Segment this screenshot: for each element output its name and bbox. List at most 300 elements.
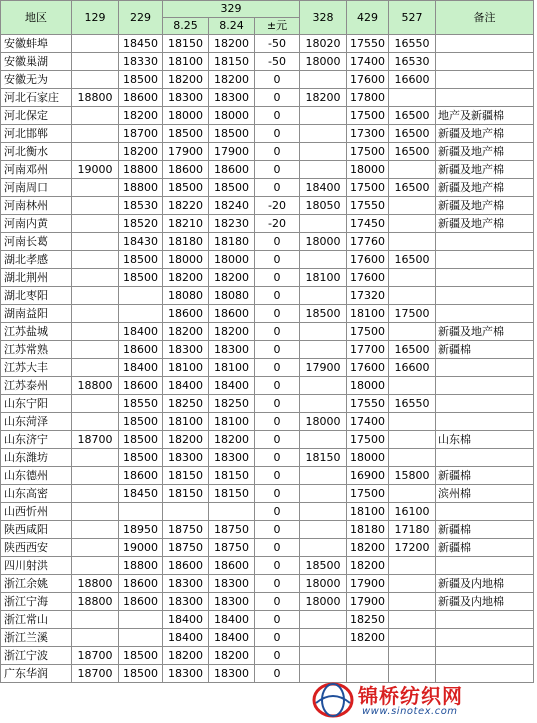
price-cell: -50 <box>255 35 300 53</box>
price-cell: 0 <box>255 413 300 431</box>
region-cell: 湖北孝感 <box>1 251 72 269</box>
price-cell <box>389 197 436 215</box>
price-cell: 18500 <box>209 179 255 197</box>
price-cell <box>389 647 436 665</box>
price-cell: 18600 <box>119 341 163 359</box>
price-cell: 0 <box>255 503 300 521</box>
price-cell: 18300 <box>209 575 255 593</box>
table-row <box>1 233 534 251</box>
price-cell: 17180 <box>389 521 436 539</box>
watermark-url: www.sinotex.com <box>362 706 458 717</box>
price-cell: 18750 <box>209 539 255 557</box>
price-cell: 18400 <box>209 611 255 629</box>
header-date-824: 8.24 <box>209 18 255 35</box>
remark-cell: 新疆及地产棉 <box>436 197 534 215</box>
price-cell: 19000 <box>119 539 163 557</box>
price-cell <box>300 143 347 161</box>
price-cell <box>389 323 436 341</box>
price-cell <box>389 485 436 503</box>
price-cell: 18750 <box>209 521 255 539</box>
header-row-top <box>1 1 534 18</box>
price-cell: 18000 <box>300 53 347 71</box>
price-cell <box>389 287 436 305</box>
remark-cell <box>436 377 534 395</box>
region-cell: 山西忻州 <box>1 503 72 521</box>
price-cell <box>389 161 436 179</box>
price-cell: 0 <box>255 323 300 341</box>
remark-cell <box>436 647 534 665</box>
header-129: 129 <box>72 1 119 35</box>
price-cell: 17400 <box>347 413 389 431</box>
price-cell: 18330 <box>119 53 163 71</box>
price-cell <box>72 125 119 143</box>
price-cell: 0 <box>255 251 300 269</box>
price-cell: 16500 <box>389 125 436 143</box>
price-cell <box>72 287 119 305</box>
price-cell: 18400 <box>119 323 163 341</box>
remark-cell: 新疆棉 <box>436 539 534 557</box>
table-row <box>1 449 534 467</box>
price-cell: 18300 <box>163 665 209 683</box>
price-cell: 18800 <box>119 161 163 179</box>
price-cell: 18200 <box>209 647 255 665</box>
price-cell <box>72 251 119 269</box>
price-cell: 18750 <box>163 521 209 539</box>
price-cell: 18500 <box>119 413 163 431</box>
table-row <box>1 143 534 161</box>
header-change: ±元 <box>255 18 300 35</box>
price-cell <box>72 611 119 629</box>
price-cell: 18300 <box>209 665 255 683</box>
price-cell: 18000 <box>347 161 389 179</box>
remark-cell <box>436 611 534 629</box>
price-cell: 17900 <box>347 593 389 611</box>
price-cell: 16500 <box>389 251 436 269</box>
price-cell <box>119 287 163 305</box>
price-cell <box>300 485 347 503</box>
price-cell <box>389 377 436 395</box>
price-cell: 0 <box>255 395 300 413</box>
table-row <box>1 611 534 629</box>
price-cell: 18400 <box>163 377 209 395</box>
price-cell: 18000 <box>209 107 255 125</box>
price-cell: 16900 <box>347 467 389 485</box>
remark-cell: 新疆及地产棉 <box>436 323 534 341</box>
price-cell: 18950 <box>119 521 163 539</box>
price-cell: 17500 <box>347 107 389 125</box>
table-row <box>1 179 534 197</box>
region-cell: 河南周口 <box>1 179 72 197</box>
region-cell: 安徽蚌埠 <box>1 35 72 53</box>
price-cell: 18100 <box>347 305 389 323</box>
price-cell: 18700 <box>119 125 163 143</box>
price-cell: 18150 <box>300 449 347 467</box>
price-cell: 18100 <box>163 359 209 377</box>
remark-cell <box>436 395 534 413</box>
price-cell <box>72 107 119 125</box>
region-cell: 河北衡水 <box>1 143 72 161</box>
price-cell: 16600 <box>389 71 436 89</box>
price-cell: 18000 <box>300 413 347 431</box>
remark-cell <box>436 629 534 647</box>
price-cell: 18600 <box>209 557 255 575</box>
price-cell: 18600 <box>119 593 163 611</box>
price-cell: 18180 <box>347 521 389 539</box>
remark-cell: 新疆棉 <box>436 467 534 485</box>
price-cell <box>300 503 347 521</box>
price-cell: 16550 <box>389 395 436 413</box>
price-cell: 18200 <box>209 35 255 53</box>
price-cell: 18530 <box>119 197 163 215</box>
price-cell <box>389 431 436 449</box>
price-cell: 0 <box>255 107 300 125</box>
table-row <box>1 341 534 359</box>
price-cell: 18300 <box>209 593 255 611</box>
price-cell <box>72 359 119 377</box>
table-row <box>1 413 534 431</box>
remark-cell: 新疆棉 <box>436 521 534 539</box>
region-cell: 浙江宁波 <box>1 647 72 665</box>
price-cell: 18000 <box>300 233 347 251</box>
remark-cell <box>436 557 534 575</box>
header-region: 地区 <box>1 1 72 35</box>
price-cell: 16550 <box>389 35 436 53</box>
price-cell: 0 <box>255 449 300 467</box>
price-cell <box>300 287 347 305</box>
remark-cell: 滨州棉 <box>436 485 534 503</box>
price-cell: 17500 <box>347 431 389 449</box>
price-cell: 18200 <box>209 71 255 89</box>
header-229: 229 <box>119 1 163 35</box>
table-row <box>1 89 534 107</box>
table-row <box>1 197 534 215</box>
watermark <box>308 678 537 723</box>
price-cell: 17900 <box>300 359 347 377</box>
price-cell <box>72 143 119 161</box>
price-cell <box>389 233 436 251</box>
price-cell: 18800 <box>119 557 163 575</box>
table-row <box>1 431 534 449</box>
price-cell: 18200 <box>347 629 389 647</box>
remark-cell: 地产及新疆棉 <box>436 107 534 125</box>
price-cell: 17900 <box>163 143 209 161</box>
region-cell: 山东菏泽 <box>1 413 72 431</box>
price-cell: 18700 <box>72 665 119 683</box>
table-row <box>1 503 534 521</box>
price-cell: 18000 <box>300 575 347 593</box>
price-cell: 18500 <box>163 179 209 197</box>
price-cell: 18300 <box>163 341 209 359</box>
price-cell: 17550 <box>347 35 389 53</box>
price-cell <box>119 503 163 521</box>
price-cell <box>72 179 119 197</box>
price-cell: 17500 <box>347 143 389 161</box>
price-cell <box>300 107 347 125</box>
price-cell: 18600 <box>163 305 209 323</box>
price-cell: 18100 <box>300 269 347 287</box>
region-cell: 浙江兰溪 <box>1 629 72 647</box>
price-cell: 0 <box>255 485 300 503</box>
price-cell: 18230 <box>209 215 255 233</box>
price-cell <box>72 485 119 503</box>
price-cell: 18300 <box>209 341 255 359</box>
price-cell: 0 <box>255 233 300 251</box>
price-cell: 18600 <box>209 305 255 323</box>
price-cell: 18100 <box>163 413 209 431</box>
price-cell <box>72 341 119 359</box>
remark-cell: 新疆及地产棉 <box>436 179 534 197</box>
price-cell: 18800 <box>72 593 119 611</box>
remark-cell: 新疆棉 <box>436 341 534 359</box>
price-cell <box>300 539 347 557</box>
remark-cell <box>436 503 534 521</box>
price-cell <box>119 305 163 323</box>
table-row <box>1 485 534 503</box>
price-cell: 18400 <box>163 611 209 629</box>
price-cell: 18500 <box>119 449 163 467</box>
price-cell: 0 <box>255 161 300 179</box>
price-cell <box>72 629 119 647</box>
region-cell: 山东高密 <box>1 485 72 503</box>
table-row <box>1 269 534 287</box>
price-cell <box>72 35 119 53</box>
table-row <box>1 215 534 233</box>
price-cell <box>300 161 347 179</box>
price-cell: 0 <box>255 557 300 575</box>
price-cell <box>389 557 436 575</box>
remark-cell: 新疆及地产棉 <box>436 161 534 179</box>
price-cell: 0 <box>255 269 300 287</box>
price-cell: 17500 <box>347 323 389 341</box>
price-cell: 0 <box>255 647 300 665</box>
price-cell <box>72 305 119 323</box>
price-cell: 17450 <box>347 215 389 233</box>
price-cell <box>72 449 119 467</box>
region-cell: 浙江常山 <box>1 611 72 629</box>
price-cell: 17300 <box>347 125 389 143</box>
table-row <box>1 521 534 539</box>
price-cell: 18400 <box>209 629 255 647</box>
price-cell: 18700 <box>72 647 119 665</box>
price-cell <box>389 269 436 287</box>
table-row <box>1 593 534 611</box>
remark-cell <box>436 449 534 467</box>
price-cell: 17200 <box>389 539 436 557</box>
price-cell: 17500 <box>389 305 436 323</box>
price-cell <box>389 89 436 107</box>
price-cell: 17600 <box>347 251 389 269</box>
header-527: 527 <box>389 1 436 35</box>
price-cell: 18800 <box>72 89 119 107</box>
price-cell: 17600 <box>347 359 389 377</box>
price-cell: 18000 <box>163 107 209 125</box>
region-cell: 山东济宁 <box>1 431 72 449</box>
price-cell: 18000 <box>347 449 389 467</box>
price-cell: 18200 <box>163 71 209 89</box>
price-cell: 18600 <box>163 557 209 575</box>
price-cell: 18600 <box>163 161 209 179</box>
table-row <box>1 557 534 575</box>
price-cell: 0 <box>255 611 300 629</box>
price-cell <box>72 503 119 521</box>
remark-cell: 新疆及地产棉 <box>436 125 534 143</box>
price-cell: 18520 <box>119 215 163 233</box>
region-cell: 浙江宁海 <box>1 593 72 611</box>
price-cell <box>300 611 347 629</box>
price-cell: 17760 <box>347 233 389 251</box>
price-cell: 18080 <box>209 287 255 305</box>
remark-cell <box>436 359 534 377</box>
price-cell: 18800 <box>72 377 119 395</box>
price-cell <box>72 215 119 233</box>
price-cell <box>72 53 119 71</box>
price-cell: 18600 <box>209 161 255 179</box>
price-cell <box>72 539 119 557</box>
price-cell <box>300 467 347 485</box>
region-cell: 江苏大丰 <box>1 359 72 377</box>
price-cell: 17900 <box>347 575 389 593</box>
price-cell: 18200 <box>209 269 255 287</box>
price-cell: 18200 <box>163 431 209 449</box>
price-cell: 18200 <box>163 323 209 341</box>
region-cell: 河北保定 <box>1 107 72 125</box>
table-row <box>1 161 534 179</box>
price-cell <box>300 323 347 341</box>
price-cell: -20 <box>255 197 300 215</box>
price-cell: 16500 <box>389 143 436 161</box>
remark-cell <box>436 269 534 287</box>
price-cell: 16500 <box>389 179 436 197</box>
remark-cell <box>436 305 534 323</box>
price-cell: 18200 <box>347 539 389 557</box>
price-cell: 18500 <box>300 557 347 575</box>
header-remark: 备注 <box>436 1 534 35</box>
price-cell: 0 <box>255 575 300 593</box>
price-cell: 0 <box>255 467 300 485</box>
price-cell <box>300 377 347 395</box>
price-cell: 18550 <box>119 395 163 413</box>
remark-cell <box>436 89 534 107</box>
price-cell <box>72 521 119 539</box>
price-cell: 0 <box>255 89 300 107</box>
price-cell: 18300 <box>163 575 209 593</box>
price-cell: 17600 <box>347 269 389 287</box>
price-cell: 18430 <box>119 233 163 251</box>
price-cell <box>300 251 347 269</box>
remark-cell <box>436 53 534 71</box>
table-row <box>1 395 534 413</box>
table-row <box>1 125 534 143</box>
price-cell: 0 <box>255 179 300 197</box>
price-cell: 18750 <box>163 539 209 557</box>
price-cell: 18700 <box>72 431 119 449</box>
region-cell: 河南林州 <box>1 197 72 215</box>
price-cell: 18180 <box>209 233 255 251</box>
header-328: 328 <box>300 1 347 35</box>
region-cell: 江苏泰州 <box>1 377 72 395</box>
price-cell: 0 <box>255 71 300 89</box>
price-cell: 16600 <box>389 359 436 377</box>
price-cell <box>300 431 347 449</box>
remark-cell: 新疆及地产棉 <box>436 215 534 233</box>
price-cell <box>72 467 119 485</box>
region-cell: 浙江余姚 <box>1 575 72 593</box>
price-cell: 16100 <box>389 503 436 521</box>
table-row <box>1 377 534 395</box>
price-cell: 16500 <box>389 341 436 359</box>
price-cell <box>72 233 119 251</box>
price-cell: 18000 <box>300 593 347 611</box>
price-cell <box>72 197 119 215</box>
price-cell <box>300 125 347 143</box>
table-row <box>1 71 534 89</box>
price-cell: 0 <box>255 521 300 539</box>
price-cell: 18250 <box>163 395 209 413</box>
price-cell: 0 <box>255 665 300 683</box>
price-cell <box>347 665 389 683</box>
price-cell: 0 <box>255 629 300 647</box>
table-row <box>1 629 534 647</box>
price-cell <box>300 215 347 233</box>
table-row <box>1 251 534 269</box>
price-cell: 18050 <box>300 197 347 215</box>
price-cell: 0 <box>255 431 300 449</box>
price-cell: 18600 <box>119 467 163 485</box>
price-cell: 17800 <box>347 89 389 107</box>
price-cell: 16530 <box>389 53 436 71</box>
price-cell: 17500 <box>347 485 389 503</box>
remark-cell: 新疆及地产棉 <box>436 143 534 161</box>
remark-cell: 新疆及内地棉 <box>436 593 534 611</box>
region-cell: 山东德州 <box>1 467 72 485</box>
price-cell <box>389 449 436 467</box>
price-cell <box>72 395 119 413</box>
price-cell <box>72 269 119 287</box>
price-cell <box>72 413 119 431</box>
price-cell: 18220 <box>163 197 209 215</box>
table-row <box>1 575 534 593</box>
price-cell: 18150 <box>163 35 209 53</box>
price-cell: 18600 <box>119 377 163 395</box>
price-cell: 18080 <box>163 287 209 305</box>
price-cell <box>389 215 436 233</box>
table-row <box>1 287 534 305</box>
price-cell: 18200 <box>119 107 163 125</box>
table-body <box>1 35 534 683</box>
remark-cell <box>436 413 534 431</box>
price-cell: 18000 <box>163 251 209 269</box>
price-cell <box>119 611 163 629</box>
price-cell: 0 <box>255 341 300 359</box>
region-cell: 陕西咸阳 <box>1 521 72 539</box>
table-row <box>1 467 534 485</box>
table-row <box>1 647 534 665</box>
table-row <box>1 305 534 323</box>
remark-cell: 山东棉 <box>436 431 534 449</box>
price-cell: 18500 <box>300 305 347 323</box>
region-cell: 安徽巢湖 <box>1 53 72 71</box>
price-cell: 18250 <box>209 395 255 413</box>
price-cell: 18100 <box>163 53 209 71</box>
price-cell: 18450 <box>119 35 163 53</box>
price-cell: 18200 <box>209 431 255 449</box>
remark-cell <box>436 71 534 89</box>
price-cell: 18000 <box>209 251 255 269</box>
price-cell <box>300 665 347 683</box>
price-cell: 18020 <box>300 35 347 53</box>
price-cell: 18100 <box>347 503 389 521</box>
price-cell <box>389 575 436 593</box>
